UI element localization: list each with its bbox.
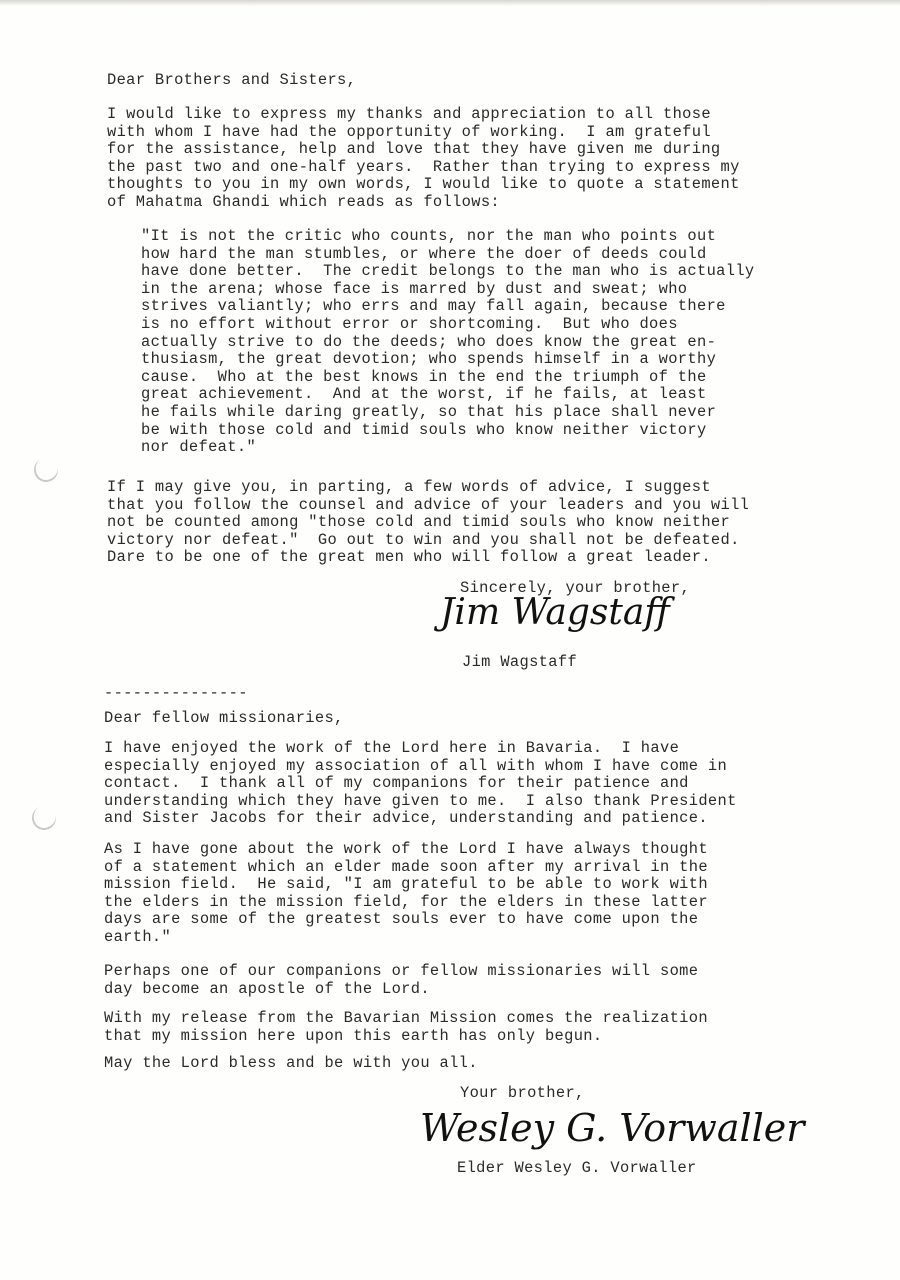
letter2-paragraph-2: As I have gone about the work of the Lord I have always thought of a statement which an elder made soon after my arrival in the mission field. He said, "I am grateful to be able to work with the elders in the mission field, for the elders in these latter days are some of the greatest souls ever to have come upon the earth." — [104, 840, 708, 946]
letter2-paragraph-1: I have enjoyed the work of the Lord here in Bavaria. I have especially enjoyed my association of all with whom I have come in contact. I thank all of my companions for their patience and understanding which they have given to me. I also thank President and Sister Jacobs for their advice, understanding and patience. — [104, 739, 737, 828]
letter1-paragraph-2: If I may give you, in parting, a few words of advice, I suggest that you follow the counsel and advice of your leaders and you will not be counted among "those cold and timid souls who know neither victory nor defeat." Go out to win and you shall not be defeated. Dare to be one of the great men who will follow a great leader. — [107, 478, 750, 567]
letter1-signature-name: Jim Wagstaff — [462, 653, 578, 671]
punch-hole-mark — [29, 803, 60, 834]
letter2-signature-name: Elder Wesley G. Vorwaller — [457, 1159, 697, 1177]
letter2-closing: Your brother, — [460, 1084, 585, 1102]
paper-top-edge — [0, 0, 900, 6]
letter1-quote: "It is not the critic who counts, nor the man who points out how hard the man stumbles, or where the doer of deeds could have done better. The credit belongs to the man who is actually in the arena; whose face is marred by dust and sweat; who strives valiantly; who errs and may fall again, because there is no effort without error or shortcoming. But who does actually strive to do the deeds; who does know the great en- thusiasm, the great devotion; who spends himself in a worthy cause. Who at the best knows in the end the triumph of the great achievement. And at the worst, if he fails, at least he fails while daring greatly, so that his place shall never be with those cold and timid souls who know neither victory nor defeat." — [141, 227, 755, 457]
letter1-handwritten-signature: Jim Wagstaff — [440, 592, 670, 633]
letter1-closing: Sincerely, your brother, — [460, 579, 691, 597]
letter2-salutation: Dear fellow missionaries, — [104, 709, 344, 727]
letter2-paragraph-4: With my release from the Bavarian Mission comes the realization that my mission here upon this earth has only begun. — [104, 1009, 708, 1045]
punch-hole-mark — [31, 455, 62, 486]
letter2-paragraph-3: Perhaps one of our companions or fellow missionaries will some day become an apostle of the Lord. — [104, 962, 699, 998]
section-divider: --------------- — [104, 684, 248, 702]
letter1-paragraph-1: I would like to express my thanks and appreciation to all those with whom I have had the opportunity of working. I am grateful for the assistance, help and love that they have given me during the past two and one-half years. Rather than trying to express my thoughts to you in my own words, I would like to quote a statement of Mahatma Ghandi which reads as follows: — [107, 105, 740, 211]
letter2-handwritten-signature: Wesley G. Vorwaller — [420, 1106, 805, 1150]
letter1-salutation: Dear Brothers and Sisters, — [107, 71, 357, 89]
letter2-paragraph-5: May the Lord bless and be with you all. — [104, 1054, 478, 1072]
